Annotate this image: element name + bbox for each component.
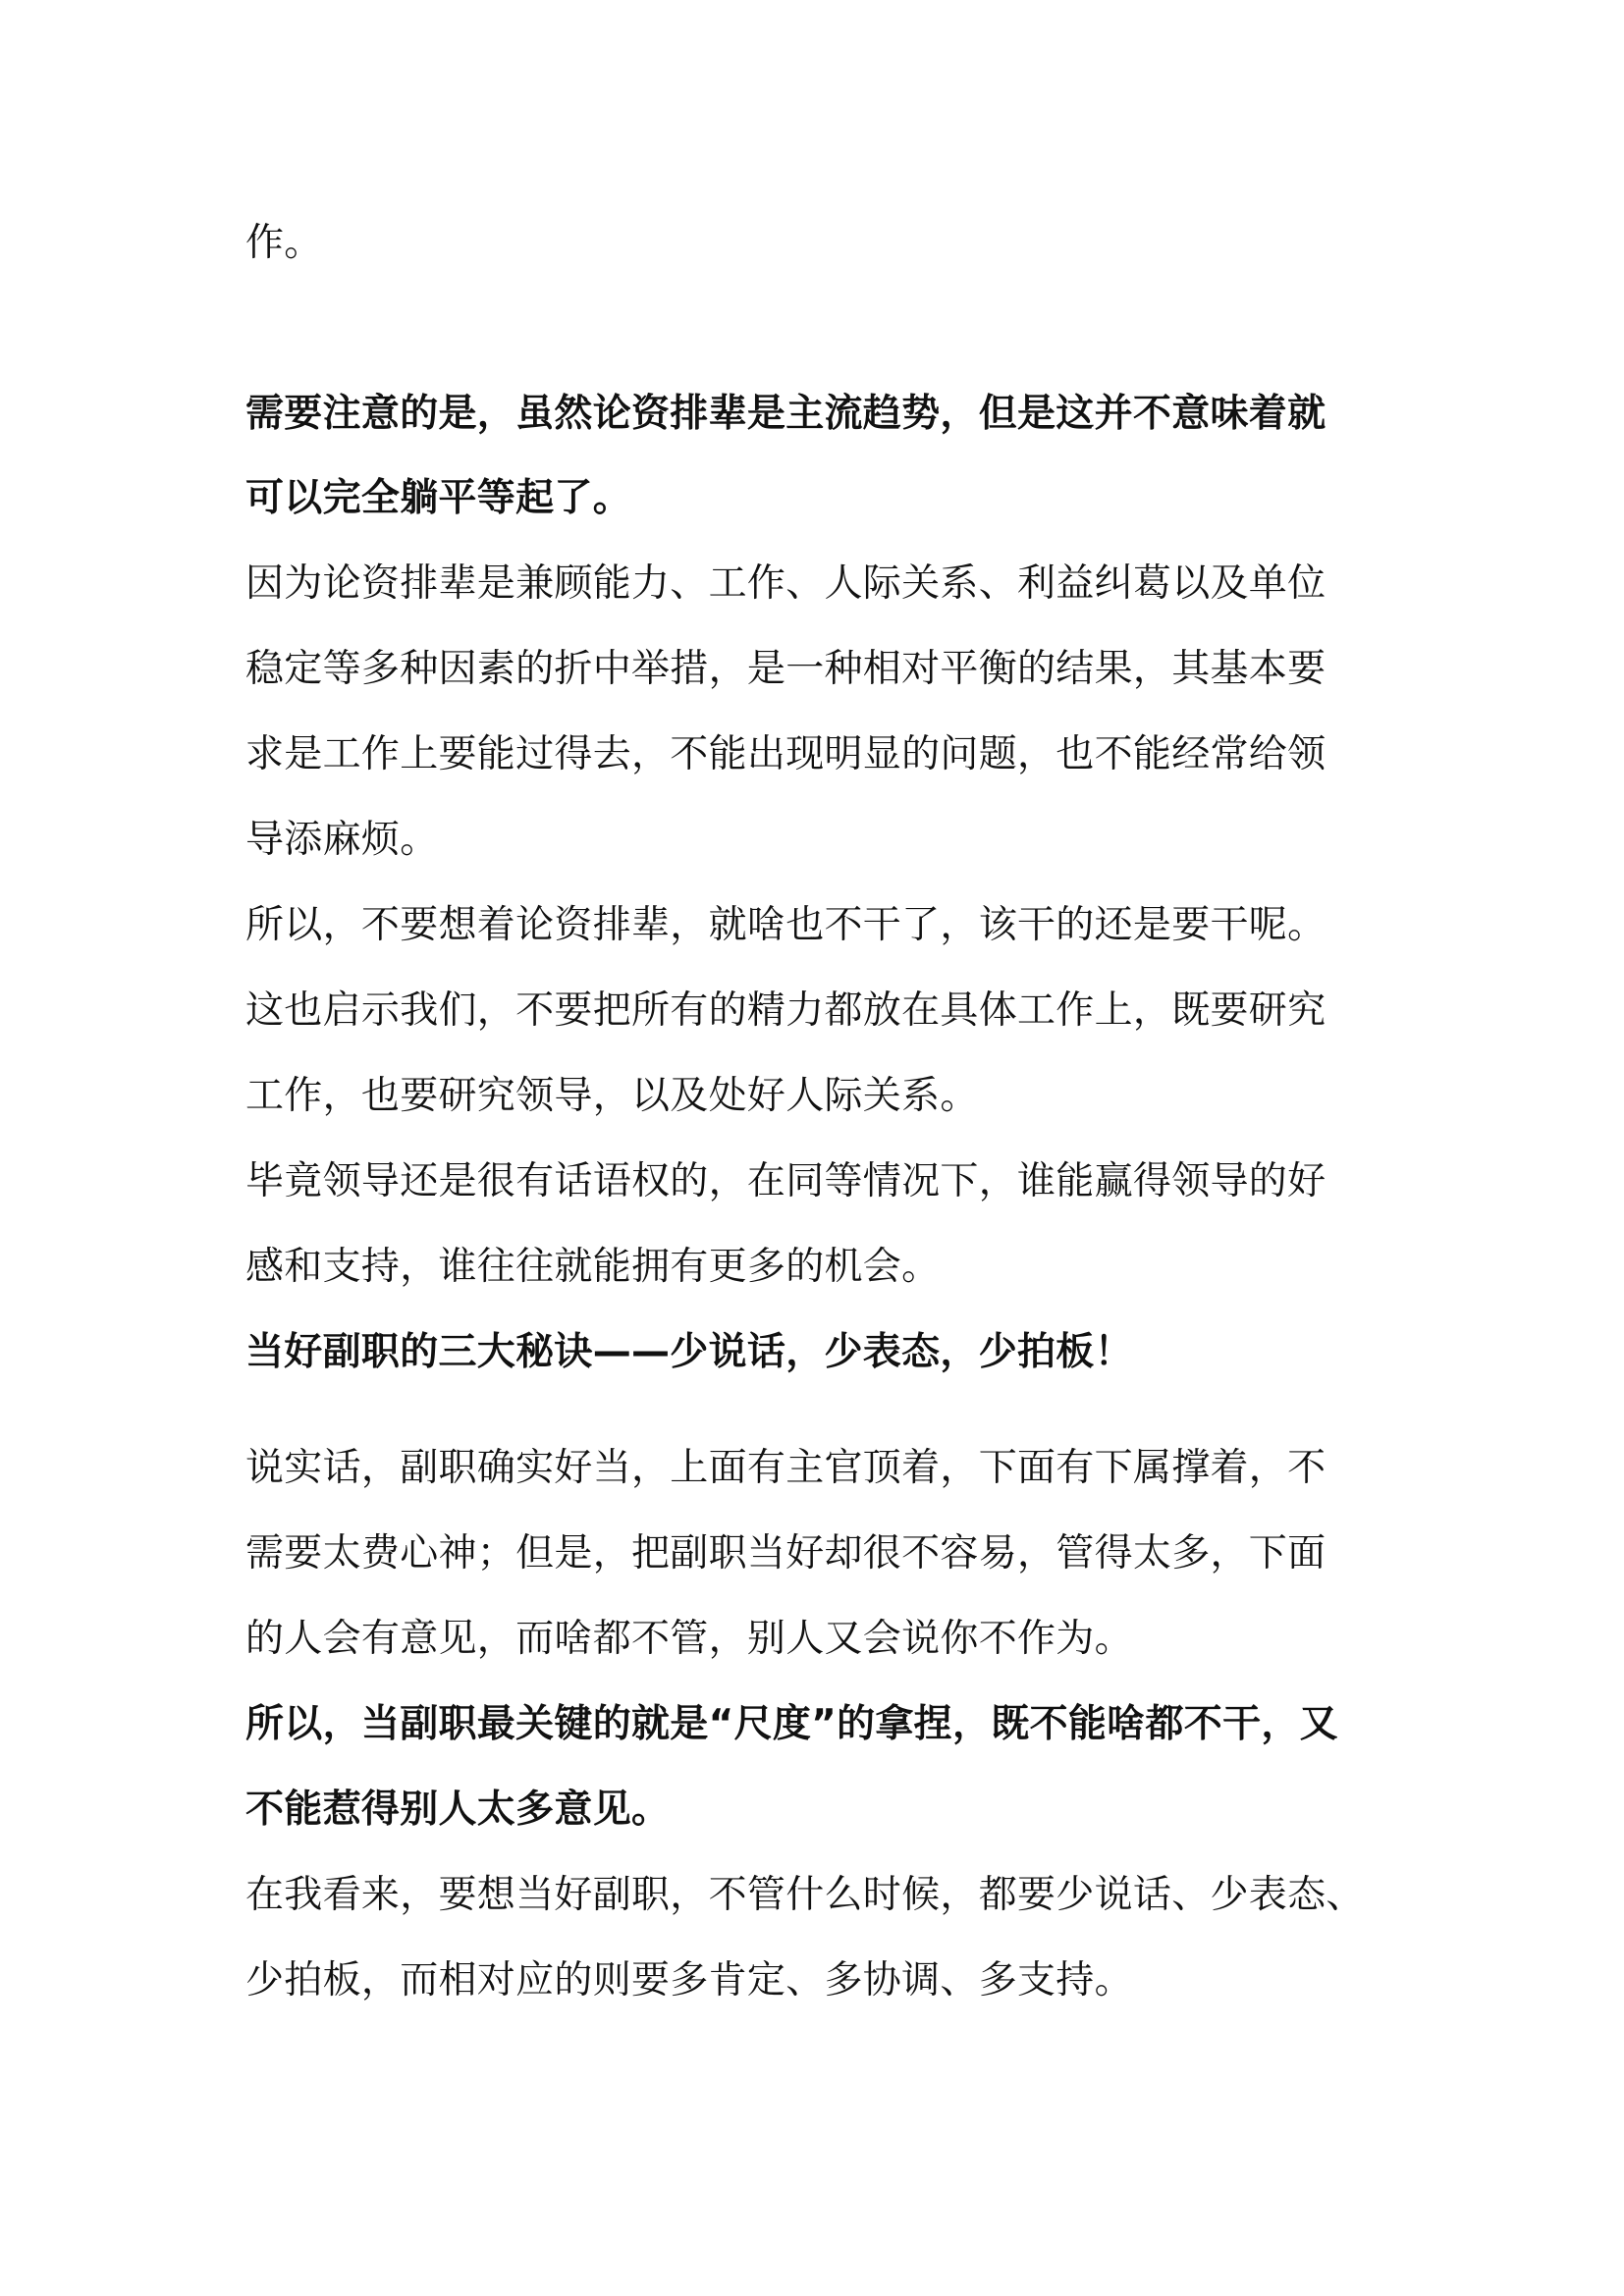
- bold-paragraph-line: 不能惹得别人太多意见。: [245, 1788, 671, 1832]
- bold-paragraph-line: 需要注意的是，虽然论资排辈是主流趋势，但是这并不意味着就: [245, 392, 1326, 436]
- paragraph-line: 因为论资排辈是兼顾能力、工作、人际关系、利益纠葛以及单位: [245, 561, 1326, 606]
- paragraph-line: 工作，也要研究领导，以及处好人际关系。: [245, 1074, 979, 1118]
- bold-paragraph-line: 可以完全躺平等起了。: [245, 476, 632, 520]
- paragraph-line: 需要太费心神；但是，把副职当好却很不容易，管得太多，下面: [245, 1531, 1326, 1575]
- paragraph-line: 导添麻烦。: [245, 818, 439, 862]
- paragraph-line: 感和支持，谁往往就能拥有更多的机会。: [245, 1245, 941, 1289]
- paragraph-line: 的人会有意见，而啥都不管，别人又会说你不作为。: [245, 1617, 1133, 1661]
- section-heading: 当好副职的三大秘诀——少说话，少表态，少拍板！: [245, 1330, 1133, 1374]
- paragraph-line: 说实话，副职确实好当，上面有主官顶着，下面有下属撑着，不: [245, 1446, 1326, 1490]
- paragraph-line: 作。: [245, 221, 323, 265]
- bold-paragraph-line: 所以，当副职最关键的就是“尺度”的拿捏，既不能啥都不干，又: [245, 1702, 1338, 1746]
- paragraph-line: 在我看来，要想当好副职，不管什么时候，都要少说话、少表态、: [245, 1873, 1365, 1917]
- paragraph-line: 求是工作上要能过得去，不能出现明显的问题，也不能经常给领: [245, 732, 1326, 776]
- paragraph-line: 这也启示我们，不要把所有的精力都放在具体工作上，既要研究: [245, 988, 1326, 1033]
- paragraph-line: 所以，不要想着论资排辈，就啥也不干了，该干的还是要干呢。: [245, 903, 1326, 947]
- paragraph-line: 毕竟领导还是很有话语权的，在同等情况下，谁能赢得领导的好: [245, 1159, 1326, 1203]
- paragraph-line: 稳定等多种因素的折中举措，是一种相对平衡的结果，其基本要: [245, 647, 1326, 691]
- paragraph-line: 少拍板，而相对应的则要多肯定、多协调、多支持。: [245, 1958, 1133, 2002]
